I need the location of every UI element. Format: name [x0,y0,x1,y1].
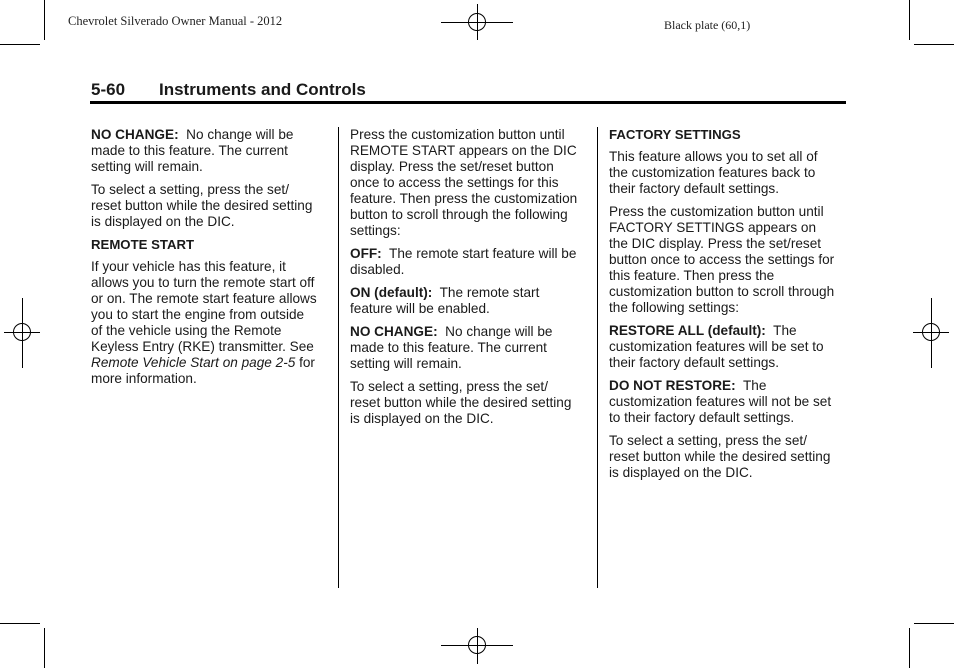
registration-circle [468,636,486,654]
subheading-factory-settings: FACTORY SETTINGS [609,127,741,142]
crop-mark [909,0,910,40]
paragraph: To select a setting, press the set/ reset button while the desired setting is displayed on the DIC. [609,433,831,480]
body-text: The customization features will not be set to their factory default settings. [609,378,832,425]
term-label: NO CHANGE: [91,127,179,142]
crop-mark [909,628,910,668]
body-text: for more information. [91,355,315,386]
manual-title: Chevrolet Silverado Owner Manual - 2012 [68,14,283,28]
body-text: If your vehicle has this feature, it allows you to turn the remote start off or on. The remote start feature allows you to start the engine from outside of the vehicle using the Remote Keyless Entry (RKE) transmitter. See [91,259,317,354]
column-1 [91,127,319,394]
column-2 [350,127,578,434]
paragraph [609,323,837,371]
body-text: No change will be made to this feature. The current setting will remain. [91,127,294,174]
paragraph: This feature allows you to set all of the customization features back to their factory default settings. [609,149,818,196]
subheading-remote-start: REMOTE START [91,237,195,252]
registration-circle [13,323,31,341]
crop-mark [914,623,954,624]
section-heading [91,80,366,100]
crop-mark [44,628,45,668]
cross-reference-link[interactable]: Remote Vehicle Start on page 2-5 [91,355,296,370]
paragraph [350,246,578,278]
registration-circle [922,323,940,341]
paragraph [350,285,578,317]
term-label: RESTORE ALL (default): [609,323,766,338]
heading-rule [90,101,846,104]
crop-mark [0,623,40,624]
term-label: NO CHANGE: [350,324,438,339]
page-number: 5-60 [91,80,126,99]
paragraph: To select a setting, press the set/ reset button while the desired setting is displayed on the DIC. [91,182,313,229]
term-label: DO NOT RESTORE: [609,378,736,393]
body-text: No change will be made to this feature. The current setting will remain. [350,324,553,371]
paragraph [91,127,319,175]
paragraph [91,259,319,387]
section-title: Instruments and Controls [159,80,366,99]
paragraph: To select a setting, press the set/ reset button while the desired setting is displayed on the DIC. [350,379,572,426]
body-text: The remote start feature will be disabled. [350,246,577,277]
column-divider [597,127,598,588]
paragraph [350,324,578,372]
paragraph: Press the customization button until REMOTE START appears on the DIC display. Press the set/reset button once to access the settings for this feature. Then press the customization button to scroll through the following settings: [350,127,578,238]
plate-label: Black plate (60,1) [664,18,751,32]
body-text: The remote start feature will be enabled. [350,285,540,316]
column-divider [338,127,339,588]
registration-circle [468,13,486,31]
term-label: ON (default): [350,285,433,300]
paragraph [609,378,837,426]
crop-mark [914,44,954,45]
crop-mark [44,0,45,40]
crop-mark [0,44,40,45]
term-label: OFF: [350,246,382,261]
paragraph: Press the customization button until FACTORY SETTINGS appears on the DIC display. Press the set/reset button once to access the settings for this feature. Then press the customization button to scroll through the following settings: [609,204,835,315]
body-text: The customization features will be set to their factory default settings. [609,323,824,370]
column-3 [609,127,837,488]
